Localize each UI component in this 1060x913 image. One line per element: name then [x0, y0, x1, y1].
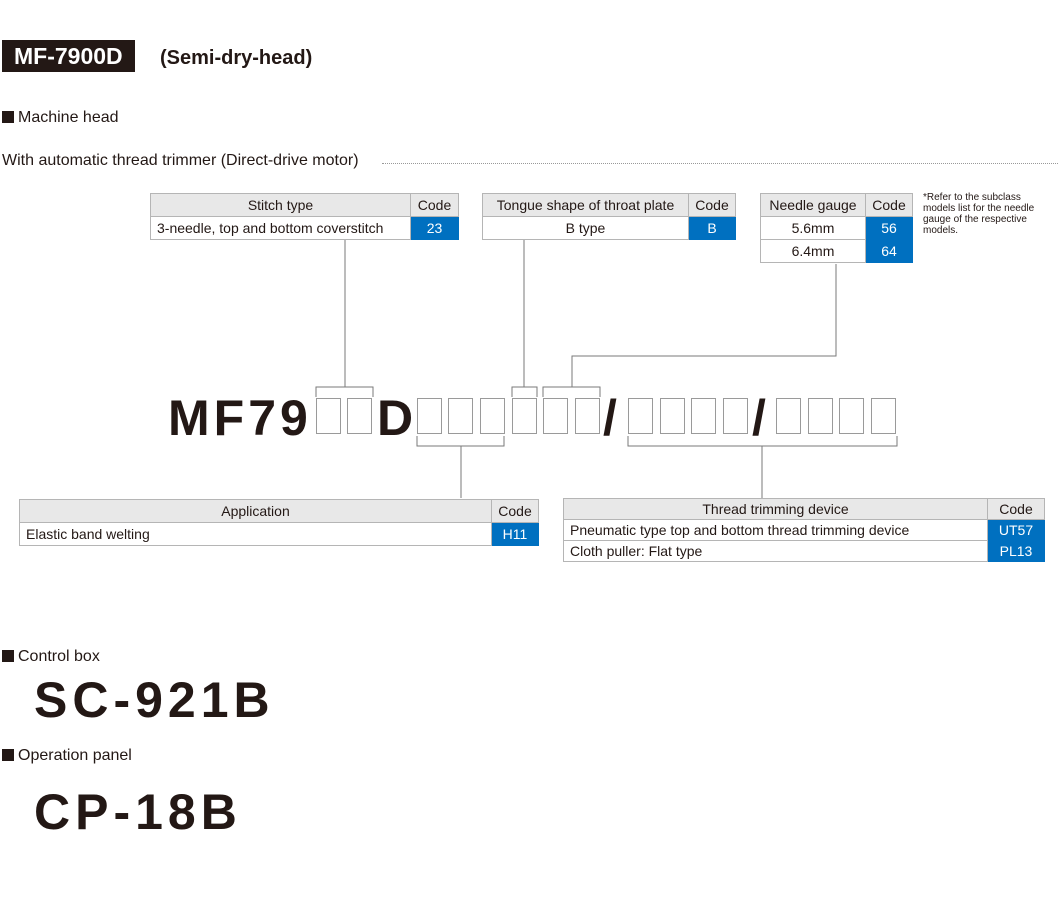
section-label: Operation panel — [18, 747, 132, 764]
code-cell: PL13 — [988, 541, 1045, 562]
application-table — [19, 499, 539, 546]
section-label: Machine head — [18, 109, 119, 126]
table-header: Needle gauge — [761, 194, 866, 217]
table-header: Code — [411, 194, 459, 217]
thread-trimming-table — [563, 498, 1045, 562]
table-header: Code — [492, 500, 539, 523]
needle-gauge-note: *Refer to the subclass models list for the needle gauge of the respective models. — [923, 192, 1035, 236]
table-cell: Cloth puller: Flat type — [564, 541, 988, 562]
stitch-bracket — [316, 387, 373, 397]
code-slot — [871, 398, 896, 434]
code-slot — [575, 398, 600, 434]
tongue-connector — [512, 240, 524, 397]
table-cell: 6.4mm — [761, 240, 866, 263]
model-title-badge: MF-7900D — [2, 40, 135, 72]
table-cell: Elastic band welting — [20, 523, 492, 546]
machine-head-subtitle: With automatic thread trimmer (Direct-drive motor) — [2, 152, 359, 169]
stitch-connector — [316, 240, 345, 397]
table-header: Code — [689, 194, 736, 217]
code-slot — [808, 398, 833, 434]
code-cell: UT57 — [988, 520, 1045, 541]
table-header: Stitch type — [151, 194, 411, 217]
code-slot — [417, 398, 442, 434]
table-cell: B type — [483, 217, 689, 240]
table-row — [564, 520, 1045, 541]
model-code-prefix: MF79 — [168, 390, 312, 446]
code-cell: B — [689, 217, 736, 240]
table-header: Code — [866, 194, 913, 217]
table-header: Code — [988, 499, 1045, 520]
section-label: Control box — [18, 648, 100, 665]
code-slot — [723, 398, 748, 434]
operation-panel-model: CP-18B — [34, 784, 242, 840]
tongue-bracket — [524, 387, 537, 397]
code-cell: 56 — [866, 217, 913, 240]
square-bullet-icon — [2, 749, 14, 761]
control-box-model: SC-921B — [34, 672, 275, 728]
table-cell: Pneumatic type top and bottom thread trimming device — [564, 520, 988, 541]
code-slot — [448, 398, 473, 434]
code-slot — [480, 398, 505, 434]
model-code-d: D — [377, 390, 418, 446]
code-slot — [628, 398, 653, 434]
table-cell: 3-needle, top and bottom coverstitch — [151, 217, 411, 240]
application-bracket — [417, 436, 504, 446]
code-slot — [512, 398, 537, 434]
code-slot — [839, 398, 864, 434]
table-header: Thread trimming device — [564, 499, 988, 520]
section-operation-panel — [2, 746, 132, 766]
model-code-slash: / — [752, 390, 766, 446]
model-code-slash: / — [603, 390, 617, 446]
table-header: Application — [20, 500, 492, 523]
code-cell: 64 — [866, 240, 913, 263]
code-slot — [660, 398, 685, 434]
model-subtitle: (Semi-dry-head) — [160, 47, 313, 69]
code-slot — [543, 398, 568, 434]
table-cell: 5.6mm — [761, 217, 866, 240]
code-slot — [691, 398, 716, 434]
table-header: Tongue shape of throat plate — [483, 194, 689, 217]
code-cell: 23 — [411, 217, 459, 240]
code-slot — [776, 398, 801, 434]
code-slot — [347, 398, 372, 434]
square-bullet-icon — [2, 650, 14, 662]
needle-bracket — [543, 387, 600, 397]
code-slot — [316, 398, 341, 434]
table-row — [564, 541, 1045, 562]
table-row — [20, 523, 539, 546]
section-control-box — [2, 647, 100, 667]
needle-connector — [572, 264, 836, 387]
code-cell: H11 — [492, 523, 539, 546]
